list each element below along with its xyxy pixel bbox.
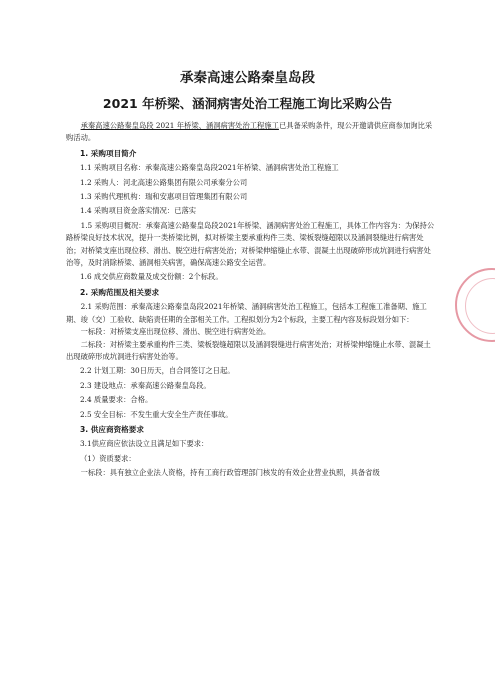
section2-item: 2.2 计划工期：30日历天，自合同签订之日起。 [80,366,235,376]
document-title-line2: 2021 年桥梁、涵洞病害处治工程施工询比采购公告 [102,96,393,111]
section2-scope: 2.1 采购范围：承秦高速公路秦皇岛段2021年桥梁、涵洞病害处治工程施工，包括本工程施工准备期、施工期、竣（交）工验收、缺陷责任期的全部相关工作。工程拟划分为2个标段，主要工程内容及标段划分如下： [66,302,427,324]
document-title-line1: 承秦高速公路秦皇岛段 [180,70,315,86]
section1-item: 1.3 采购代理机构：瑞和安惠项目管理集团有限公司 [80,192,248,202]
section1-item: 1.4 采购项目资金落实情况：已落实 [80,206,197,216]
red-seal-inner-ring [465,278,495,334]
section1-heading: 1. 采购项目简介 [80,148,137,158]
section2-item: 2.4 质量要求：合格。 [80,395,153,405]
intro-project-name: 承秦高速公路秦皇岛段 2021 年桥梁、涵洞病害处治工程施工 [80,121,279,130]
section1-item: 1.6 成交供应商数量及成交份额：2个标段。 [80,272,223,282]
intro-paragraph [66,120,436,145]
section2-item: 2.5 安全目标：不发生重大安全生产责任事故。 [80,409,233,419]
document-body [66,120,436,480]
section2-lot1: 一标段：对桥梁支座出现位移、滑出、脱空进行病害处治。 [80,327,271,337]
section2-item: 2.3 建设地点：承秦高速公路秦皇岛段。 [80,380,211,390]
section1-item: 1.1 采购项目名称：承秦高速公路秦皇岛段2021年桥梁、涵洞病害处治工程施工 [80,163,339,173]
section1-item: 1.2 采购人：河北高速公路集团有限公司承秦分公司 [80,177,248,187]
section1-item: 1.5 采购项目概况：承秦高速公路秦皇岛段2021年桥梁、涵洞病害处治工程施工，具体工作内容为：为保持公路桥梁良好技术状况，提升一类桥梁比例，拟对桥梁主要承重构件三类、梁板裂缝超限以及涵洞裂缝进行病害处治；对桥梁支座出现位移、滑出、脱空进行病害处治；对桥梁伸缩缝止水带、混凝土出现破碎形成坑洞进行病害处治等，及时消除桥梁、涵洞相关病害，确保高速公路安全运营。 [66,220,435,268]
section3-lot1: 一标段：具有独立企业法人资格，持有工商行政管理部门核发的有效企业营业执照，具备省级 [80,468,380,478]
section3-sub: （1）资质要求： [80,453,136,463]
section2-lot2: 二标段：对桥梁主要承重构件三类、梁板裂缝超限以及涵洞裂缝进行病害处治；对桥梁伸缩缝止水带、混凝土出现破碎形成坑洞进行病害处治等。 [66,339,431,361]
section3-item: 3.1供应商应依法设立且满足如下要求： [80,439,209,449]
section2-heading: 2. 采购范围及相关要求 [80,287,160,297]
section3-heading: 3. 供应商资格要求 [80,424,144,434]
red-seal-icon [455,268,495,342]
intro-rest: 已具备采购条件，现公开邀请供应商参加询比采购活动。 [66,121,433,143]
